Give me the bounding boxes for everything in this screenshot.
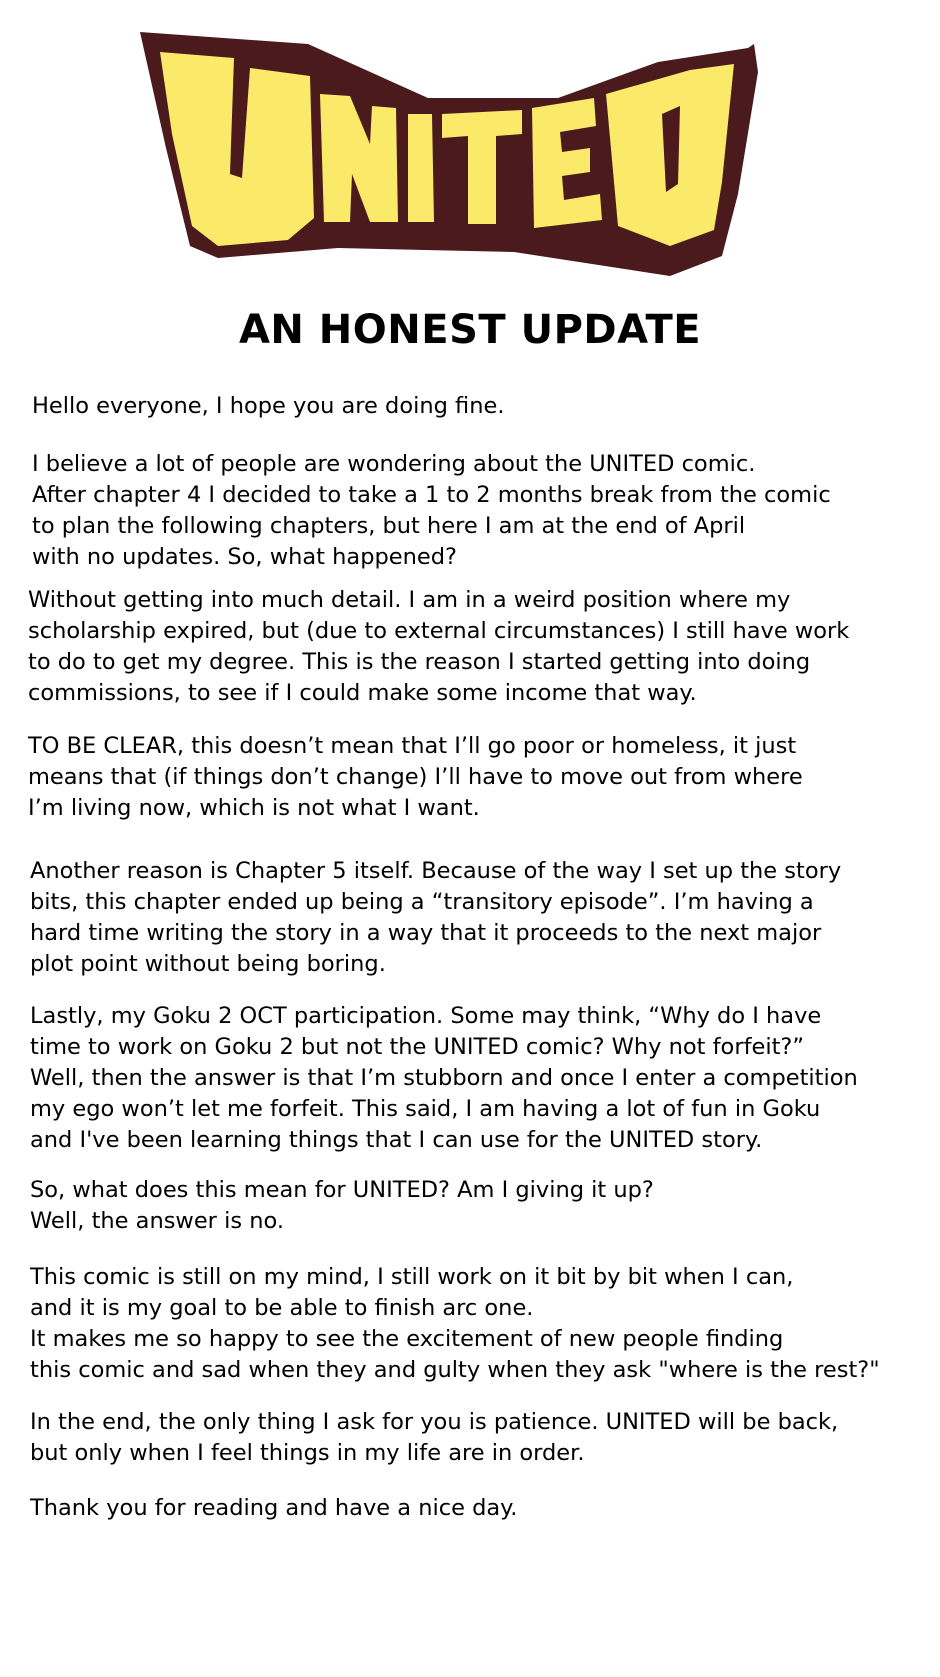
paragraph-chapter-5 (30, 856, 841, 980)
paragraph-line: Hello everyone, I hope you are doing fine. (32, 393, 505, 419)
paragraph-line: scholarship expired, but (due to external circumstances) I still have work (28, 618, 850, 644)
paragraph-line: and I've been learning things that I can use for the UNITED story. (30, 1127, 763, 1153)
paragraph-line: After chapter 4 I decided to take a 1 to 2 months break from the comic (32, 482, 831, 508)
paragraph-line: and it is my goal to be able to finish arc one. (30, 1295, 534, 1321)
page-title: AN HONEST UPDATE (238, 307, 702, 353)
paragraph-line: to plan the following chapters, but here I am at the end of April (32, 513, 746, 539)
paragraph-patience (30, 1407, 838, 1469)
paragraph-line: but only when I feel things in my life are in order. (30, 1440, 585, 1466)
paragraph-commitment (30, 1262, 880, 1386)
paragraph-line: this comic and sad when they and gulty when they ask "where is the rest?" (30, 1357, 880, 1383)
paragraph-line: my ego won’t let me forfeit. This said, I am having a lot of fun in Goku (30, 1096, 821, 1122)
paragraph-line: This comic is still on my mind, I still work on it bit by bit when I can, (30, 1264, 794, 1290)
paragraph-line: hard time writing the story in a way that it proceeds to the next major (30, 920, 822, 946)
paragraph-intro (32, 449, 831, 573)
paragraph-line: with no updates. So, what happened? (32, 544, 457, 570)
paragraph-line: commissions, to see if I could make some income that way. (28, 680, 697, 706)
paragraph-goku-2 (30, 1001, 858, 1156)
paragraph-line: plot point without being boring. (30, 951, 386, 977)
paragraph-line: Well, then the answer is that I’m stubborn and once I enter a competition (30, 1065, 858, 1091)
united-logo (138, 24, 804, 280)
united-logo-graphic (138, 24, 804, 280)
paragraph-greeting (32, 391, 504, 422)
paragraph-line: time to work on Goku 2 but not the UNITED comic? Why not forfeit?” (30, 1034, 805, 1060)
paragraph-question (30, 1175, 654, 1237)
paragraph-line: I believe a lot of people are wondering about the UNITED comic. (32, 451, 756, 477)
paragraph-line: to do to get my degree. This is the reason I started getting into doing (28, 649, 811, 675)
paragraph-line: In the end, the only thing I ask for you is patience. UNITED will be back, (30, 1409, 839, 1435)
paragraph-line: I’m living now, which is not what I want. (28, 795, 480, 821)
paragraph-line: Another reason is Chapter 5 itself. Because of the way I set up the story (30, 858, 842, 884)
paragraph-line: Well, the answer is no. (30, 1208, 284, 1234)
paragraph-line: TO BE CLEAR, this doesn’t mean that I’ll go poor or homeless, it just (28, 733, 797, 759)
paragraph-line: So, what does this mean for UNITED? Am I giving it up? (30, 1177, 654, 1203)
paragraph-scholarship (28, 585, 849, 709)
logo-text: UNITED (138, 24, 142, 25)
paragraph-line: Lastly, my Goku 2 OCT participation. Some may think, “Why do I have (30, 1003, 822, 1029)
paragraph-line: Without getting into much detail. I am in a weird position where my (28, 587, 791, 613)
paragraph-line: It makes me so happy to see the excitement of new people finding (30, 1326, 784, 1352)
paragraph-line: Thank you for reading and have a nice day. (30, 1495, 518, 1521)
paragraph-line: bits, this chapter ended up being a “transitory episode”. I’m having a (30, 889, 814, 915)
paragraph-line: means that (if things don’t change) I’ll have to move out from where (28, 764, 803, 790)
paragraph-clarification (28, 731, 803, 824)
paragraph-thanks (30, 1493, 517, 1524)
